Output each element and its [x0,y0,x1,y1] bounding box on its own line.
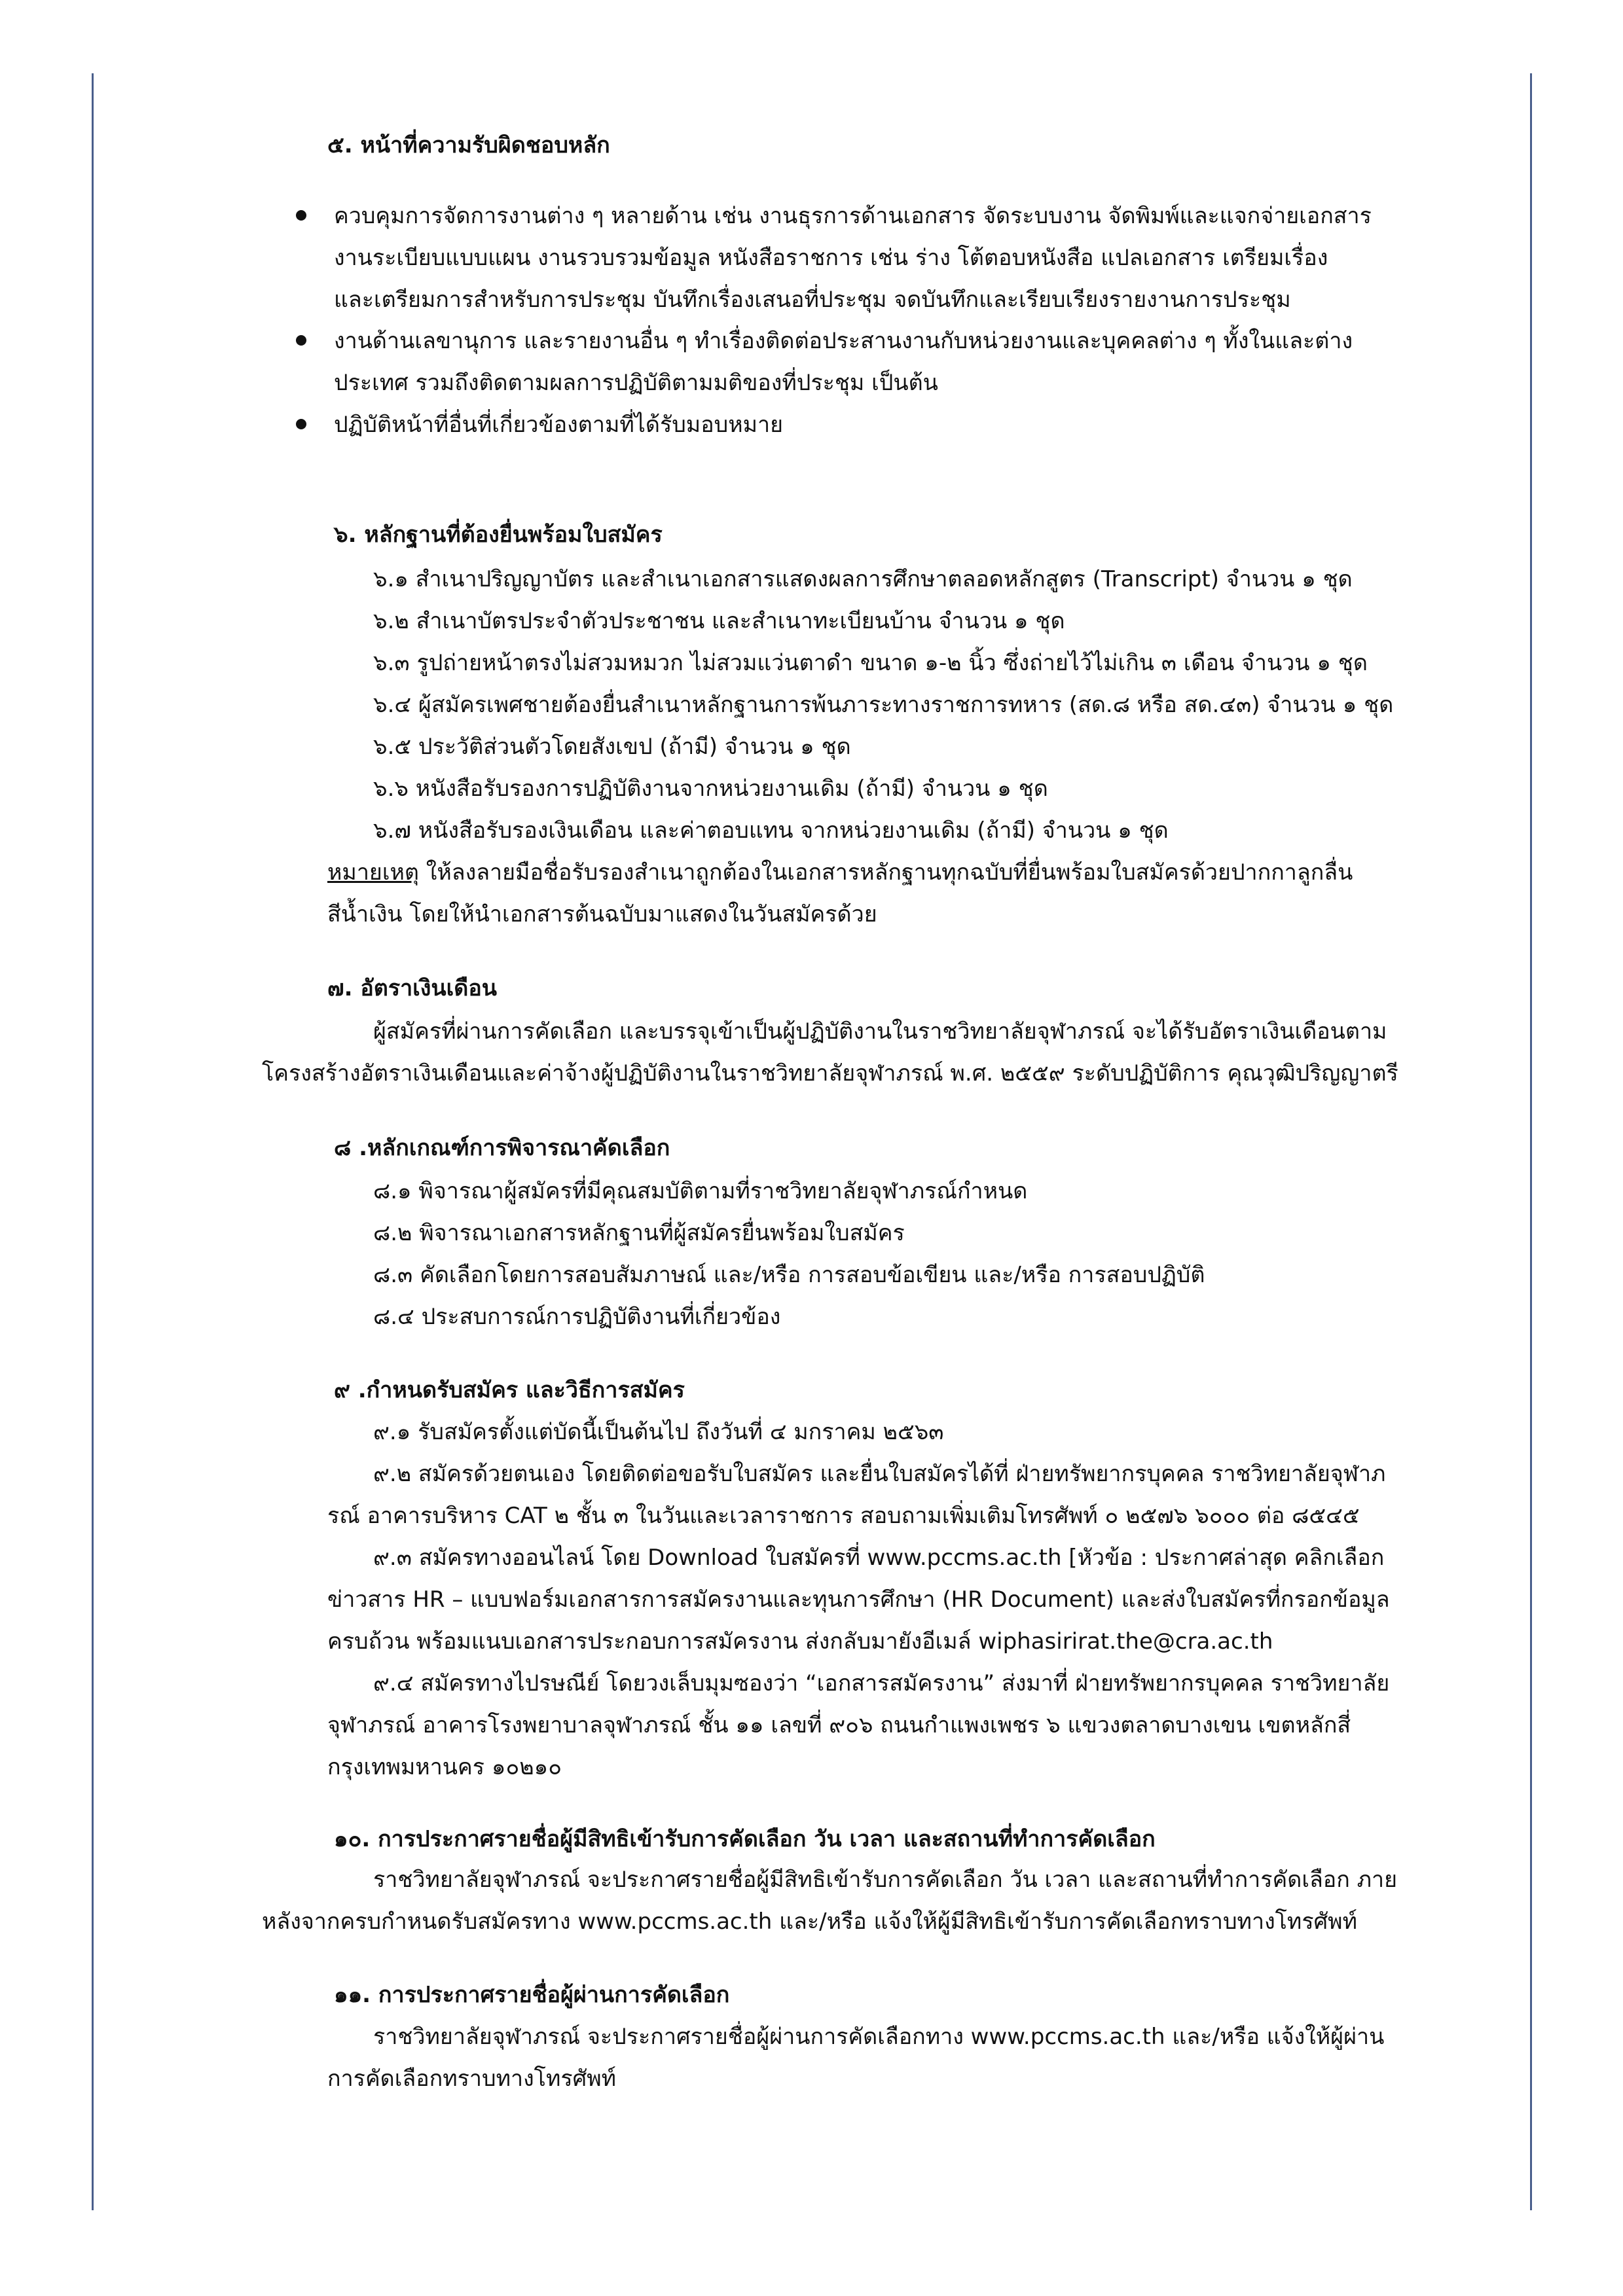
salary-line-2: โครงสร้างอัตราเงินเดือนและค่าจ้างผู้ปฏิบัติงานในราชวิทยาลัยจุฬาภรณ์ พ.ศ. ๒๕๕๙ ระดับปฏิบัติการ คุณวุฒิปริญญาตรี [262,1060,1398,1086]
announce-eligible-line-2: หลังจากครบกำหนดรับสมัครทาง www.pccms.ac.th และ/หรือ แจ้งให้ผู้มีสิทธิเข้ารับการคัดเลือกทราบทางโทรศัพท์ [262,1909,1358,1935]
note-label: หมายเหตุ [327,859,419,886]
note-line-2: สีน้ำเงิน โดยให้นำเอกสารต้นฉบับมาแสดงในวันสมัครด้วย [327,901,877,927]
evidence-item-6-6: ๖.๖ หนังสือรับรองการปฏิบัติงานจากหน่วยงานเดิม (ถ้ามี) จำนวน ๑ ชุด [373,776,1048,802]
announce-eligible-line-1: ราชวิทยาลัยจุฬาภรณ์ จะประกาศรายชื่อผู้มีสิทธิเข้ารับการคัดเลือก วัน เวลา และสถานที่ทำการคัดเลือก ภาย [373,1867,1398,1893]
section-7-heading: ๗. อัตราเงินเดือน [327,975,498,1001]
apply-9-2-line-2: รณ์ อาคารบริหาร CAT ๒ ชั้น ๓ ในวันและเวลาราชการ สอบถามเพิ่มเติมโทรศัพท์ ๐ ๒๕๗๖ ๖๐๐๐ ต่อ ๘๕๔๕ [327,1503,1360,1529]
bullet-1-line-3: และเตรียมการสำหรับการประชุม บันทึกเรื่องเสนอที่ประชุม จดบันทึกและเรียบเรียงรายงานการประชุม [334,287,1291,313]
apply-9-3-line-3: ครบถ้วน พร้อมแนบเอกสารประกอบการสมัครงาน ส่งกลับมายังอีเมล์ wiphasirirat.the@cra.ac.th [327,1628,1273,1655]
note-text: ให้ลงลายมือชื่อรับรองสำเนาถูกต้องในเอกสารหลักฐานทุกฉบับที่ยื่นพร้อมใบสมัครด้วยปากกาลูกลื่น [418,859,1353,886]
evidence-item-6-3: ๖.๓ รูปถ่ายหน้าตรงไม่สวมหมวก ไม่สวมแว่นตาดำ ขนาด ๑-๒ นิ้ว ซึ่งถ่ายไว้ไม่เกิน ๓ เดือน จำนวน ๑ ชุด [373,650,1368,676]
salary-line-1: ผู้สมัครที่ผ่านการคัดเลือก และบรรจุเข้าเป็นผู้ปฏิบัติงานในราชวิทยาลัยจุฬาภรณ์ จะได้รับอัตราเงินเดือนตาม [373,1018,1387,1045]
section-11-heading: ๑๑. การประกาศรายชื่อผู้ผ่านการคัดเลือก [334,1982,730,2008]
section-6-heading: ๖. หลักฐานที่ต้องยื่นพร้อมใบสมัคร [334,522,663,548]
apply-9-4-line-3: กรุงเทพมหานคร ๑๐๒๑๐ [327,1754,562,1780]
bullet-dot [296,335,306,346]
section-8-heading: ๘ .หลักเกณฑ์การพิจารณาคัดเลือก [334,1135,670,1161]
bullet-1-line-1: ควบคุมการจัดการงานต่าง ๆ หลายด้าน เช่น งานธุรการด้านเอกสาร จัดระบบงาน จัดพิมพ์และแจกจ่ายเอกสาร [334,203,1372,229]
note-line-1 [327,852,1353,893]
evidence-item-6-4: ๖.๔ ผู้สมัครเพศชายต้องยื่นสำเนาหลักฐานการพ้นภาระทางราชการทหาร (สด.๘ หรือ สด.๔๓) จำนวน ๑ ชุด [373,692,1394,718]
apply-9-4-line-2: จุฬาภรณ์ อาคารโรงพยาบาลจุฬาภรณ์ ชั้น ๑๑ เลขที่ ๙๐๖ ถนนกำแพงเพชร ๖ แขวงตลาดบางเขน เขตหลักสี่ [327,1712,1351,1738]
criteria-item-8-4: ๘.๔ ประสบการณ์การปฏิบัติงานที่เกี่ยวข้อง [373,1304,781,1330]
evidence-item-6-7: ๖.๗ หนังสือรับรองเงินเดือน และค่าตอบแทน จากหน่วยงานเดิม (ถ้ามี) จำนวน ๑ ชุด [373,817,1169,844]
bullet-2-line-2: ประเทศ รวมถึงติดตามผลการปฏิบัติตามมติของที่ประชุม เป็นต้น [334,370,938,396]
apply-9-2-line-1: ๙.๒ สมัครด้วยตนเอง โดยติดต่อขอรับใบสมัคร และยื่นใบสมัครได้ที่ ฝ่ายทรัพยากรบุคคล ราชวิทยาลัยจุฬาภ [373,1461,1386,1487]
bullet-dot [296,419,306,429]
announce-passed-line-2: การคัดเลือกทราบทางโทรศัพท์ [327,2066,617,2092]
criteria-item-8-2: ๘.๒ พิจารณาเอกสารหลักฐานที่ผู้สมัครยื่นพร้อมใบสมัคร [373,1220,905,1246]
criteria-item-8-3: ๘.๓ คัดเลือกโดยการสอบสัมภาษณ์ และ/หรือ การสอบข้อเขียน และ/หรือ การสอบปฏิบัติ [373,1262,1205,1288]
apply-9-4-line-1: ๙.๔ สมัครทางไปรษณีย์ โดยวงเล็บมุมซองว่า “เอกสารสมัครงาน” ส่งมาที่ ฝ่ายทรัพยากรบุคคล ราชวิทยาลัย [373,1670,1390,1696]
bullet-3-line-1: ปฏิบัติหน้าที่อื่นที่เกี่ยวข้องตามที่ได้รับมอบหมาย [334,412,784,438]
section-10-heading: ๑๐. การประกาศรายชื่อผู้มีสิทธิเข้ารับการคัดเลือก วัน เวลา และสถานที่ทำการคัดเลือก [334,1826,1156,1852]
bullet-2-line-1: งานด้านเลขานุการ และรายงานอื่น ๆ ทำเรื่องติดต่อประสานงานกับหน่วยงานและบุคคลต่าง ๆ ทั้งในและต่าง [334,328,1353,354]
evidence-item-6-2: ๖.๒ สำเนาบัตรประจำตัวประชาชน และสำเนาทะเบียนบ้าน จำนวน ๑ ชุด [373,608,1065,634]
announce-passed-line-1: ราชวิทยาลัยจุฬาภรณ์ จะประกาศรายชื่อผู้ผ่านการคัดเลือกทาง www.pccms.ac.th และ/หรือ แจ้งให้ผู้ผ่าน [373,2024,1385,2050]
apply-9-3-line-1: ๙.๓ สมัครทางออนไลน์ โดย Download ใบสมัครที่ www.pccms.ac.th [หัวข้อ : ประกาศล่าสุด คลิกเลือก [373,1545,1385,1571]
apply-9-1: ๙.๑ รับสมัครตั้งแต่บัดนี้เป็นต้นไป ถึงวันที่ ๔ มกราคม ๒๕๖๓ [373,1419,944,1445]
apply-9-3-line-2: ข่าวสาร HR – แบบฟอร์มเอกสารการสมัครงานและทุนการศึกษา (HR Document) และส่งใบสมัครที่กรอกข้อมูล [327,1587,1390,1613]
section-9-heading: ๙ .กำหนดรับสมัคร และวิธีการสมัคร [334,1377,685,1403]
criteria-item-8-1: ๘.๑ พิจารณาผู้สมัครที่มีคุณสมบัติตามที่ราชวิทยาลัยจุฬาภรณ์กำหนด [373,1178,1028,1204]
section-5-heading: ๕. หน้าที่ความรับผิดชอบหลัก [327,132,610,158]
evidence-item-6-1: ๖.๑ สำเนาปริญญาบัตร และสำเนาเอกสารแสดงผลการศึกษาตลอดหลักสูตร (Transcript) จำนวน ๑ ชุด [373,566,1353,592]
bullet-dot [296,210,306,221]
bullet-1-line-2: งานระเบียบแบบแผน งานรวบรวมข้อมูล หนังสือราชการ เช่น ร่าง โต้ตอบหนังสือ แปลเอกสาร เตรียมเรื่อง [334,245,1328,271]
evidence-item-6-5: ๖.๕ ประวัติส่วนตัวโดยสังเขป (ถ้ามี) จำนวน ๑ ชุด [373,734,851,760]
